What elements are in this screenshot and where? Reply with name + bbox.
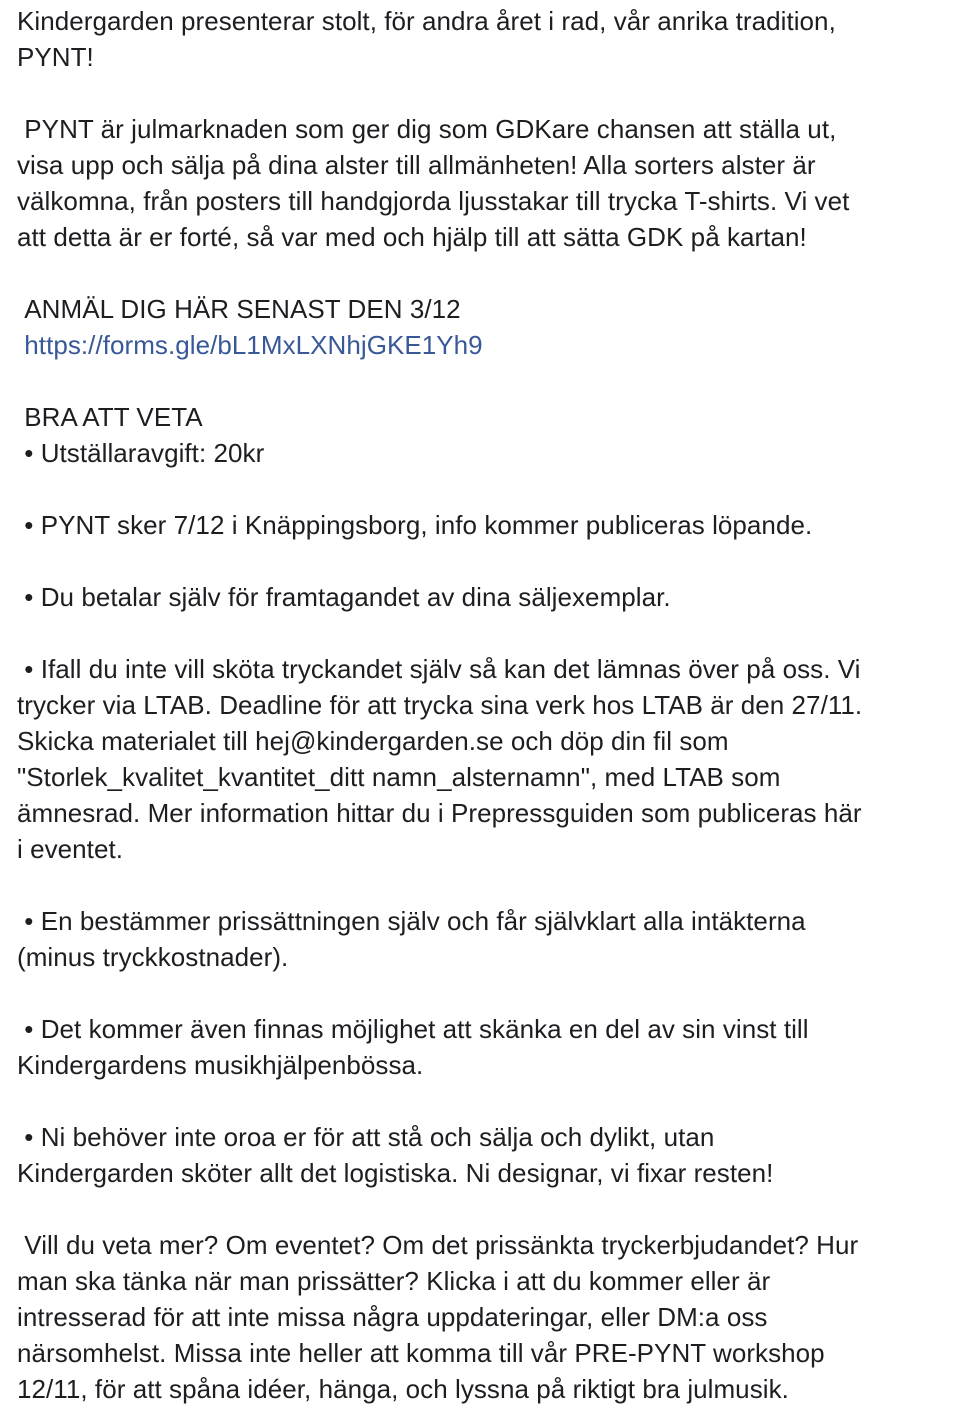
paragraph-spacer [17, 975, 967, 1011]
bullet-print: i eventet. [17, 834, 124, 864]
outro-text: 12/11, för att spåna idéer, hänga, och lyssna på riktigt bra julmusik. [17, 1374, 789, 1404]
info-heading: BRA ATT VETA [17, 402, 203, 432]
intro-text: Kindergarden presenterar stolt, för andra året i rad, vår anrika tradition, [17, 6, 836, 36]
event-description [17, 3, 967, 1407]
bullet-when: • PYNT sker 7/12 i Knäppingsborg, info kommer publiceras löpande. [17, 510, 813, 540]
description-text: visa upp och sälja på dina alster till allmänheten! Alla sorters alster är [17, 150, 816, 180]
description-text: välkomna, från posters till handgjorda ljusstakar till trycka T-shirts. Vi vet [17, 186, 850, 216]
bullet-price: (minus tryckkostnader). [17, 942, 289, 972]
paragraph-spacer [17, 615, 967, 651]
bullet-price: • En bestämmer prissättningen själv och får självklart alla intäkterna [17, 906, 806, 936]
intro-text: PYNT! [17, 42, 94, 72]
bullet-logistics: • Ni behöver inte oroa er för att stå och sälja och dylikt, utan [17, 1122, 715, 1152]
paragraph-spacer [17, 255, 967, 291]
outro-text: intresserad för att inte missa några uppdateringar, eller DM:a oss [17, 1302, 768, 1332]
bullet-print: "Storlek_kvalitet_kvantitet_ditt namn_alsternamn", med LTAB som [17, 762, 781, 792]
signup-link-line [17, 327, 967, 363]
bullet-print: trycker via LTAB. Deadline för att trycka sina verk hos LTAB är den 27/11. [17, 690, 863, 720]
paragraph-spacer [17, 867, 967, 903]
bullet-print: • Ifall du inte vill sköta tryckandet själv så kan det lämnas över på oss. Vi [17, 654, 861, 684]
description-text: att detta är er forté, så var med och hjälp till att sätta GDK på kartan! [17, 222, 807, 252]
paragraph-spacer [17, 1191, 967, 1227]
bullet-logistics: Kindergarden sköter allt det logistiska. Ni designar, vi fixar resten! [17, 1158, 774, 1188]
bullet-donate: • Det kommer även finnas möjlighet att skänka en del av sin vinst till [17, 1014, 809, 1044]
paragraph-spacer [17, 471, 967, 507]
signup-heading: ANMÄL DIG HÄR SENAST DEN 3/12 [17, 294, 461, 324]
bullet-print: ämnesrad. Mer information hittar du i Prepressguiden som publiceras här [17, 798, 862, 828]
bullet-pay: • Du betalar själv för framtagandet av dina säljexemplar. [17, 582, 671, 612]
bullet-donate: Kindergardens musikhjälpenbössa. [17, 1050, 424, 1080]
bullet-print: Skicka materialet till hej@kindergarden.se och döp din fil som [17, 726, 729, 756]
bullet-fee: • Utställaravgift: 20kr [17, 438, 265, 468]
paragraph-spacer [17, 363, 967, 399]
paragraph-spacer [17, 543, 967, 579]
paragraph-spacer [17, 75, 967, 111]
outro-text: man ska tänka när man prissätter? Klicka i att du kommer eller är [17, 1266, 771, 1296]
paragraph-spacer [17, 1083, 967, 1119]
outro-text: Vill du veta mer? Om eventet? Om det prissänkta tryckerbjudandet? Hur [17, 1230, 859, 1260]
description-text: PYNT är julmarknaden som ger dig som GDKare chansen att ställa ut, [17, 114, 837, 144]
outro-text: närsomhelst. Missa inte heller att komma till vår PRE-PYNT workshop [17, 1338, 825, 1368]
signup-form-link[interactable]: https://forms.gle/bL1MxLXNhjGKE1Yh9 [24, 330, 483, 360]
